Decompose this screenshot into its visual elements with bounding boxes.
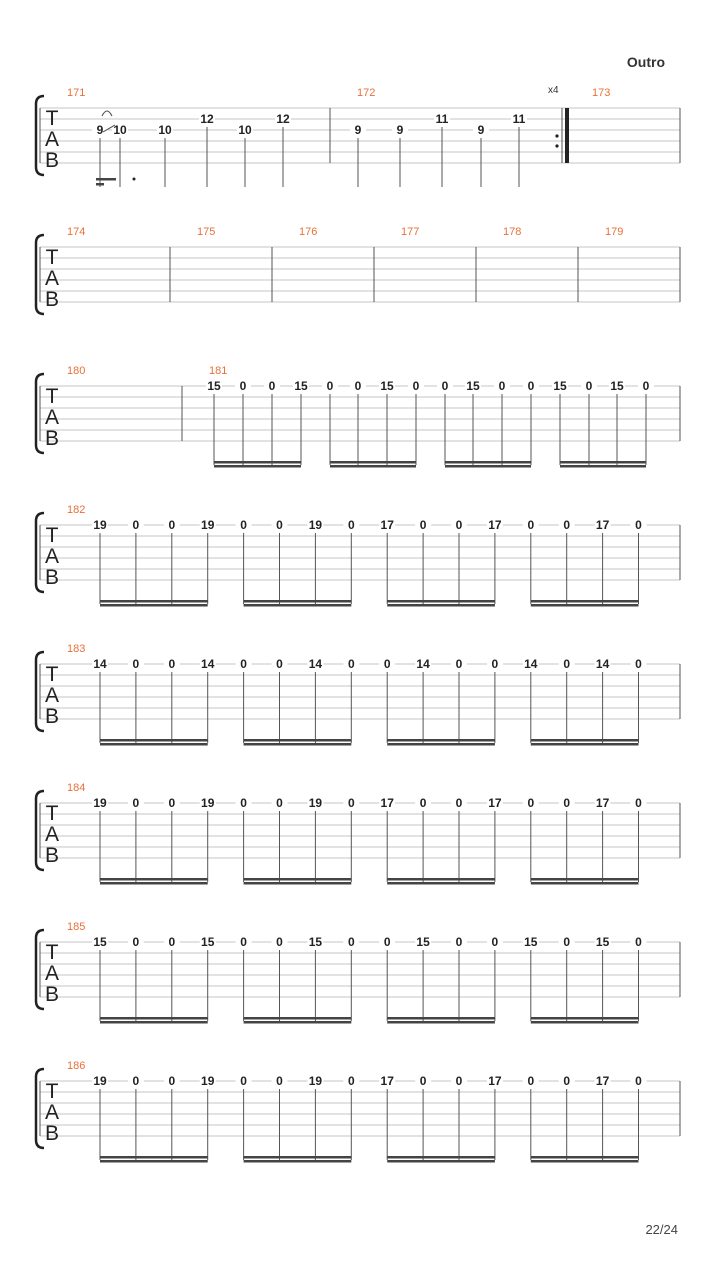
tab-clef-letter: B [44,1122,60,1145]
fret-number: 0 [276,518,283,532]
tab-clef-letter: B [44,983,60,1006]
fret-number: 14 [416,657,430,671]
beam-primary [387,600,495,603]
beam-secondary [445,465,531,468]
beam-primary [244,739,352,742]
fret-number: 0 [354,379,362,393]
beam-primary [445,461,531,464]
tab-clef-letter: A [44,545,60,568]
fret-number: 17 [488,1074,502,1088]
fret-number: 0 [240,657,247,671]
fret-number: 0 [455,935,463,949]
fret-number: 15 [610,379,624,393]
beam-secondary [387,1021,495,1024]
fret-number: 0 [455,657,463,671]
fret-number: 17 [488,796,502,810]
fret-number: 17 [488,518,502,532]
fret-number: 10 [238,123,252,137]
fret-number: 0 [491,935,499,949]
fret-number: 19 [308,518,323,532]
fret-number: 0 [527,1074,535,1088]
fret-number: 0 [168,657,176,671]
fret-number: 14 [308,657,323,671]
fret-number: 0 [168,518,176,532]
repeat-dot [555,144,558,147]
beam-primary [387,1156,495,1159]
repeat-count-label: x4 [548,85,559,96]
fret-number: 0 [347,796,355,810]
measure-number: 179 [605,226,624,238]
fret-number: 0 [527,379,535,393]
beam-primary [531,878,639,881]
tab-clef-letter: A [44,406,60,429]
fret-number: 0 [412,379,420,393]
tab-clef-letter: A [44,684,60,707]
fret-number: 19 [201,518,215,532]
beam-primary [387,739,495,742]
beam-primary [330,461,416,464]
fret-number: 0 [240,796,247,810]
beam-primary [100,1017,208,1020]
page-number: 22/24 [645,1222,678,1237]
staff-system [36,504,680,607]
fret-number: 9 [354,123,362,137]
fret-number: 19 [93,518,107,532]
fret-number: 0 [635,518,642,532]
tab-clef-letter: T [45,941,59,964]
fret-number: 0 [563,518,571,532]
fret-number: 0 [527,518,535,532]
beam-primary [100,739,208,742]
tab-clef-letter: B [44,427,60,450]
fret-number: 15 [466,379,480,393]
fret-number: 0 [419,518,427,532]
beam-secondary [244,1160,352,1163]
staff-system [36,226,680,314]
fret-number: 0 [455,518,463,532]
fret-number: 0 [383,935,391,949]
fret-number: 14 [524,657,538,671]
beam-primary [244,1017,352,1020]
tab-clef-letter: B [44,705,60,728]
beam-primary [244,600,352,603]
fret-number: 15 [93,935,107,949]
tab-clef-letter: B [44,149,60,172]
fret-number: 15 [201,935,215,949]
fret-number: 0 [563,657,571,671]
beam-secondary [244,1021,352,1024]
fret-number: 0 [563,1074,571,1088]
beam-secondary [100,1021,208,1024]
fret-number: 10 [158,123,172,137]
fret-number: 0 [441,379,449,393]
fret-number: 17 [595,796,610,810]
fret-number: 0 [491,657,499,671]
fret-number: 19 [93,796,107,810]
beam-secondary [244,604,352,607]
fret-number: 0 [347,1074,355,1088]
tab-clef-letter: A [44,962,60,985]
fret-number: 0 [498,379,506,393]
fret-number: 0 [168,1074,176,1088]
tab-clef-letter: B [44,288,60,311]
fret-number: 15 [595,935,610,949]
fret-number: 0 [527,796,535,810]
beam-primary [100,878,208,881]
staff-system [36,782,680,885]
fret-number: 10 [113,123,127,137]
fret-number: 0 [276,796,283,810]
measure-number: 183 [67,643,86,655]
measure-number: 173 [592,87,611,99]
fret-number: 0 [455,796,463,810]
repeat-dot [555,134,558,137]
beam-secondary [560,465,646,468]
fret-number: 0 [585,379,593,393]
tab-clef-letter: T [45,524,59,547]
measure-number: 175 [197,226,216,238]
fret-number: 19 [201,1074,215,1088]
fret-number: 0 [347,657,355,671]
beam-secondary [244,882,352,885]
beam-primary [100,600,208,603]
fret-number: 17 [380,518,394,532]
fret-number: 0 [383,657,391,671]
fret-number: 12 [276,112,290,126]
fret-number: 0 [276,657,283,671]
fret-number: 0 [132,518,140,532]
beam-primary [531,1156,639,1159]
fret-number: 9 [396,123,404,137]
beam-primary [531,739,639,742]
tab-clef-letter: T [45,663,59,686]
fret-number: 14 [93,657,107,671]
beam-secondary [244,743,352,746]
beam-secondary [531,882,639,885]
fret-number: 19 [308,1074,323,1088]
beam-secondary [100,1160,208,1163]
fret-number: 19 [201,796,215,810]
staff-system [36,85,680,187]
tab-clef-letter: T [45,385,59,408]
measure-number: 174 [67,226,86,238]
fret-number: 0 [563,796,571,810]
measure-number: 180 [67,365,86,377]
beam-secondary [100,604,208,607]
beam-primary [531,1017,639,1020]
staff-system [36,643,680,746]
beam-secondary [387,882,495,885]
beam-secondary [330,465,416,468]
tab-clef-letter: T [45,246,59,269]
hammer-on-arc [102,111,112,116]
fret-number: 0 [132,796,140,810]
fret-number: 15 [380,379,394,393]
fret-number: 15 [207,379,221,393]
fret-number: 15 [294,379,308,393]
fret-number: 0 [635,796,642,810]
fret-number: 0 [347,935,355,949]
beam-primary [244,1156,352,1159]
fret-number: 0 [240,518,247,532]
tab-clef-letter: B [44,844,60,867]
measure-number: 186 [67,1060,86,1072]
fret-number: 0 [635,1074,642,1088]
fret-number: 9 [96,123,104,137]
dot [133,178,136,181]
beam-primary [100,1156,208,1159]
beam-secondary [100,743,208,746]
fret-number: 0 [642,379,650,393]
fret-number: 0 [168,935,176,949]
tab-clef-letter: T [45,107,59,130]
fret-number: 0 [240,935,247,949]
beam-secondary [531,604,639,607]
staff-system [36,365,680,468]
beam-primary [387,1017,495,1020]
fret-number: 15 [308,935,323,949]
beam-primary [531,600,639,603]
fret-number: 0 [635,657,642,671]
beam-secondary [531,1160,639,1163]
fret-number: 15 [416,935,430,949]
beam-secondary [96,183,104,186]
tab-clef-letter: A [44,1101,60,1124]
beam-secondary [387,1160,495,1163]
fret-number: 11 [512,112,526,126]
tab-clef-letter: A [44,823,60,846]
beam-secondary [214,465,301,468]
tab-clef-letter: B [44,566,60,589]
fret-number: 0 [132,1074,140,1088]
fret-number: 0 [563,935,571,949]
fret-number: 0 [276,1074,283,1088]
fret-number: 0 [240,1074,247,1088]
tab-clef-letter: A [44,128,60,151]
fret-number: 17 [595,1074,610,1088]
fret-number: 17 [380,1074,394,1088]
fret-number: 11 [435,112,449,126]
staff-system [36,921,680,1024]
staff-system [36,1060,680,1163]
measure-number: 177 [401,226,420,238]
beam-secondary [387,604,495,607]
tab-clef-letter: T [45,802,59,825]
fret-number: 0 [326,379,334,393]
beam-secondary [387,743,495,746]
beam-primary [244,878,352,881]
fret-number: 0 [347,518,355,532]
fret-number: 15 [553,379,567,393]
fret-number: 14 [595,657,610,671]
section-title: Outro [626,54,665,70]
fret-number: 15 [524,935,538,949]
fret-number: 14 [201,657,215,671]
measure-number: 185 [67,921,86,933]
fret-number: 9 [477,123,485,137]
fret-number: 0 [132,935,140,949]
fret-number: 0 [635,935,642,949]
fret-number: 0 [132,657,140,671]
fret-number: 0 [276,935,283,949]
beam-primary [560,461,646,464]
fret-number: 0 [239,379,247,393]
measure-number: 181 [209,365,228,377]
beam-secondary [100,882,208,885]
beam-secondary [531,743,639,746]
fret-number: 19 [308,796,323,810]
fret-number: 17 [380,796,394,810]
fret-number: 12 [200,112,214,126]
measure-number: 171 [67,87,86,99]
fret-number: 0 [419,796,427,810]
beam-primary [214,461,301,464]
fret-number: 17 [595,518,610,532]
tab-clef-letter: T [45,1080,59,1103]
fret-number: 0 [455,1074,463,1088]
beam-primary [387,878,495,881]
beam-primary [96,178,116,181]
measure-number: 184 [67,782,86,794]
measure-number: 178 [503,226,522,238]
fret-number: 0 [168,796,176,810]
measure-number: 172 [357,87,376,99]
fret-number: 0 [419,1074,427,1088]
measure-number: 182 [67,504,86,516]
fret-number: 0 [268,379,276,393]
tab-clef-letter: A [44,267,60,290]
beam-secondary [531,1021,639,1024]
fret-number: 19 [93,1074,107,1088]
measure-number: 176 [299,226,318,238]
